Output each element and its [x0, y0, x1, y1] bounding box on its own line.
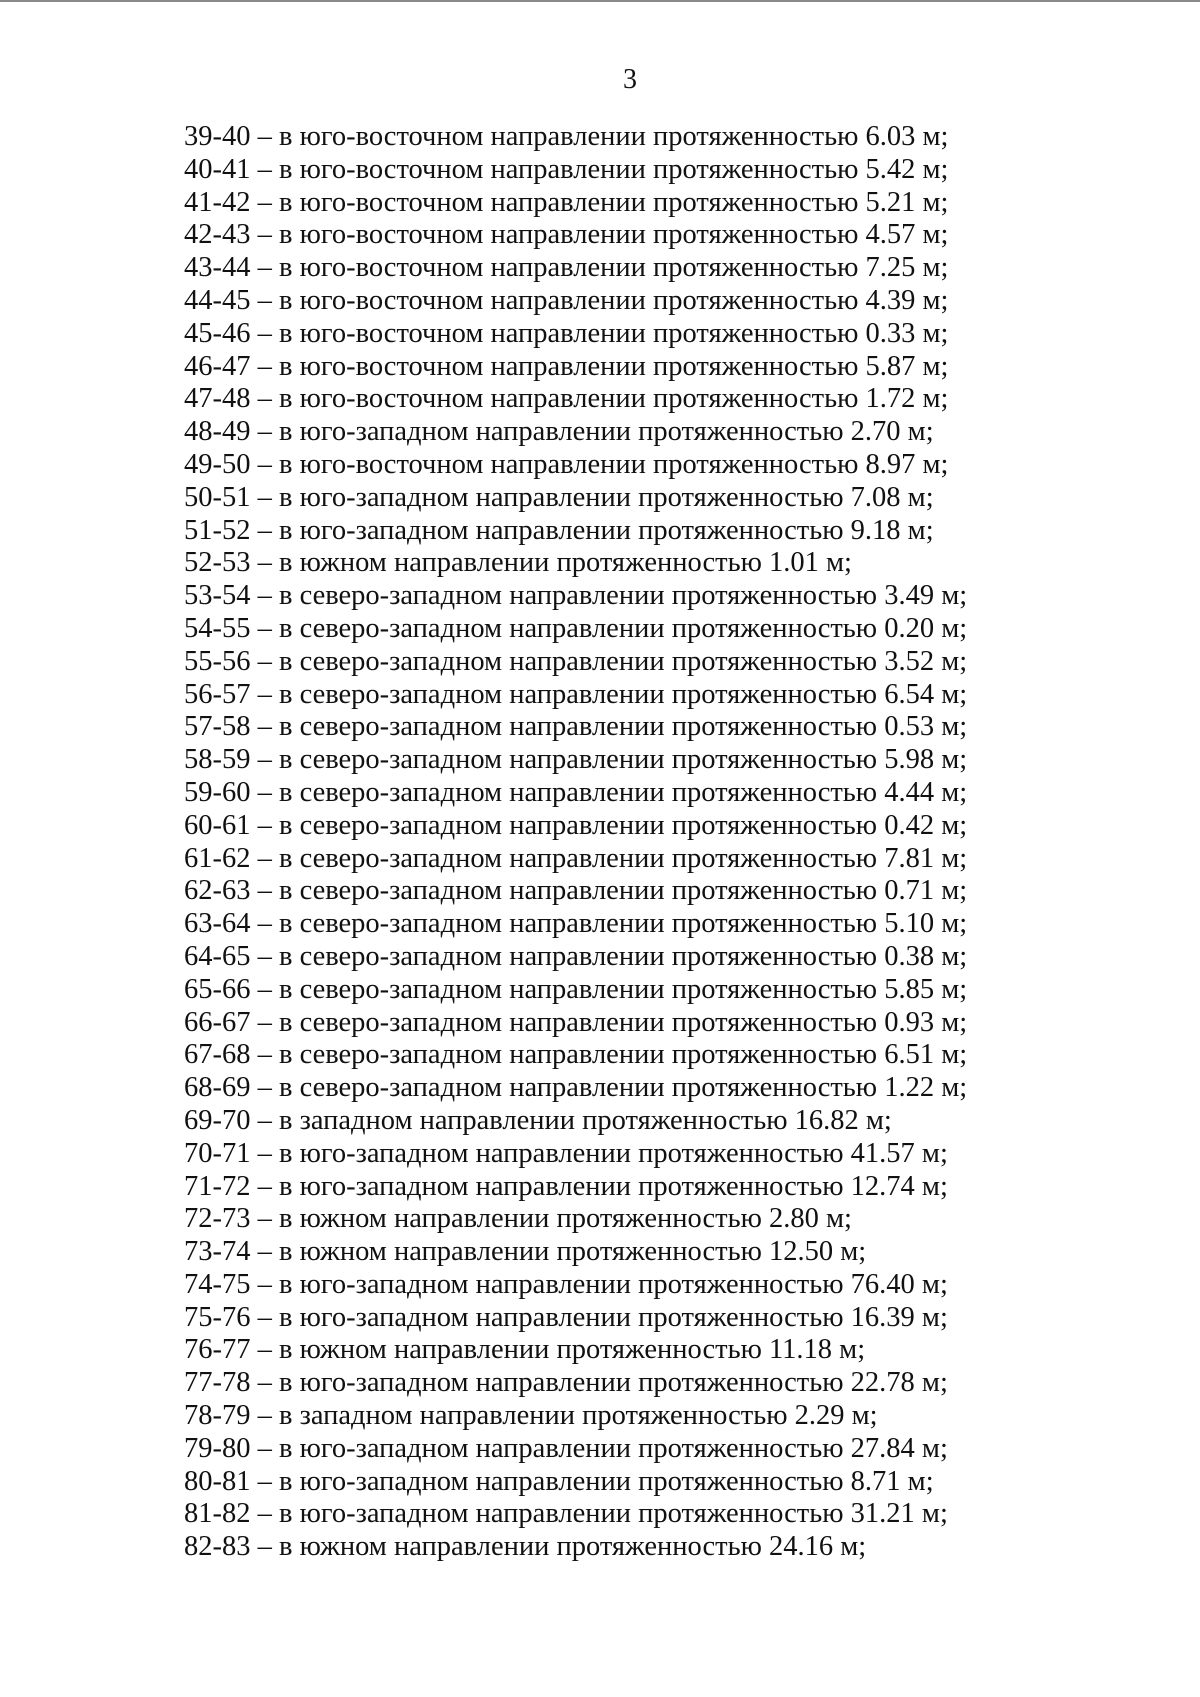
- list-item: 41-42 – в юго-восточном направлении протяженностью 5.21 м;: [184, 186, 949, 218]
- list-item: 39-40 – в юго-восточном направлении протяженностью 6.03 м;: [184, 121, 949, 152]
- list-item: 62-63 – в северо-западном направлении протяженностью 0.71 м;: [184, 875, 968, 907]
- list-item: 79-80 – в юго-западном направлении протяженностью 27.84 м;: [184, 1432, 948, 1464]
- list-item: 70-71 – в юго-западном направлении протяженностью 41.57 м;: [184, 1137, 948, 1169]
- page-number: 3: [623, 64, 637, 95]
- list-item: 69-70 – в западном направлении протяженностью 16.82 м;: [184, 1104, 892, 1136]
- list-item: 42-43 – в юго-восточном направлении протяженностью 4.57 м;: [184, 219, 949, 251]
- list-item: 56-57 – в северо-западном направлении протяженностью 6.54 м;: [184, 678, 968, 710]
- list-item: 76-77 – в южном направлении протяженностью 11.18 м;: [184, 1334, 866, 1366]
- list-item: 53-54 – в северо-западном направлении протяженностью 3.49 м;: [184, 580, 968, 612]
- list-item: 46-47 – в юго-восточном направлении протяженностью 5.87 м;: [184, 350, 949, 382]
- list-item: 72-73 – в южном направлении протяженностью 2.80 м;: [184, 1203, 852, 1235]
- list-item: 49-50 – в юго-восточном направлении протяженностью 8.97 м;: [184, 448, 949, 480]
- list-item: 50-51 – в юго-западном направлении протяженностью 7.08 м;: [184, 481, 934, 513]
- list-item: 77-78 – в юго-западном направлении протяженностью 22.78 м;: [184, 1367, 948, 1399]
- list-item: 65-66 – в северо-западном направлении протяженностью 5.85 м;: [184, 973, 968, 1005]
- list-item: 58-59 – в северо-западном направлении протяженностью 5.98 м;: [184, 744, 968, 776]
- list-item: 80-81 – в юго-западном направлении протяженностью 8.71 м;: [184, 1465, 934, 1497]
- list-item: 74-75 – в юго-западном направлении протяженностью 76.40 м;: [184, 1268, 948, 1300]
- list-item: 57-58 – в северо-западном направлении протяженностью 0.53 м;: [184, 711, 968, 743]
- list-item: 47-48 – в юго-восточном направлении протяженностью 1.72 м;: [184, 383, 949, 415]
- list-item: 43-44 – в юго-восточном направлении протяженностью 7.25 м;: [184, 252, 949, 284]
- list-item: 67-68 – в северо-западном направлении протяженностью 6.51 м;: [184, 1039, 968, 1071]
- list-item: 45-46 – в юго-восточном направлении протяженностью 0.33 м;: [184, 317, 949, 349]
- list-item: 59-60 – в северо-западном направлении протяженностью 4.44 м;: [184, 776, 968, 808]
- list-item: 48-49 – в юго-западном направлении протяженностью 2.70 м;: [184, 416, 934, 448]
- boundary-segments-list: [184, 121, 967, 1564]
- list-item: 61-62 – в северо-западном направлении протяженностью 7.81 м;: [184, 842, 968, 874]
- list-item: 51-52 – в юго-западном направлении протяженностью 9.18 м;: [184, 514, 934, 546]
- list-item: 73-74 – в южном направлении протяженностью 12.50 м;: [184, 1236, 867, 1268]
- list-item: 63-64 – в северо-западном направлении протяженностью 5.10 м;: [184, 908, 968, 940]
- list-item: 54-55 – в северо-западном направлении протяженностью 0.20 м;: [184, 612, 968, 644]
- list-item: 52-53 – в южном направлении протяженностью 1.01 м;: [184, 547, 852, 579]
- list-item: 66-67 – в северо-западном направлении протяженностью 0.93 м;: [184, 1006, 968, 1038]
- list-item: 82-83 – в южном направлении протяженностью 24.16 м;: [184, 1531, 867, 1563]
- list-item: 75-76 – в юго-западном направлении протяженностью 16.39 м;: [184, 1301, 948, 1333]
- list-item: 55-56 – в северо-западном направлении протяженностью 3.52 м;: [184, 645, 968, 677]
- list-item: 64-65 – в северо-западном направлении протяженностью 0.38 м;: [184, 940, 968, 972]
- top-border-line: [0, 0, 1200, 2]
- list-item: 60-61 – в северо-западном направлении протяженностью 0.42 м;: [184, 809, 968, 841]
- list-item: 40-41 – в юго-восточном направлении протяженностью 5.42 м;: [184, 153, 949, 185]
- list-item: 81-82 – в юго-западном направлении протяженностью 31.21 м;: [184, 1498, 948, 1530]
- list-item: 44-45 – в юго-восточном направлении протяженностью 4.39 м;: [184, 284, 949, 316]
- list-item: 78-79 – в западном направлении протяженностью 2.29 м;: [184, 1400, 878, 1432]
- list-item: 68-69 – в северо-западном направлении протяженностью 1.22 м;: [184, 1072, 968, 1104]
- list-item: 71-72 – в юго-западном направлении протяженностью 12.74 м;: [184, 1170, 948, 1202]
